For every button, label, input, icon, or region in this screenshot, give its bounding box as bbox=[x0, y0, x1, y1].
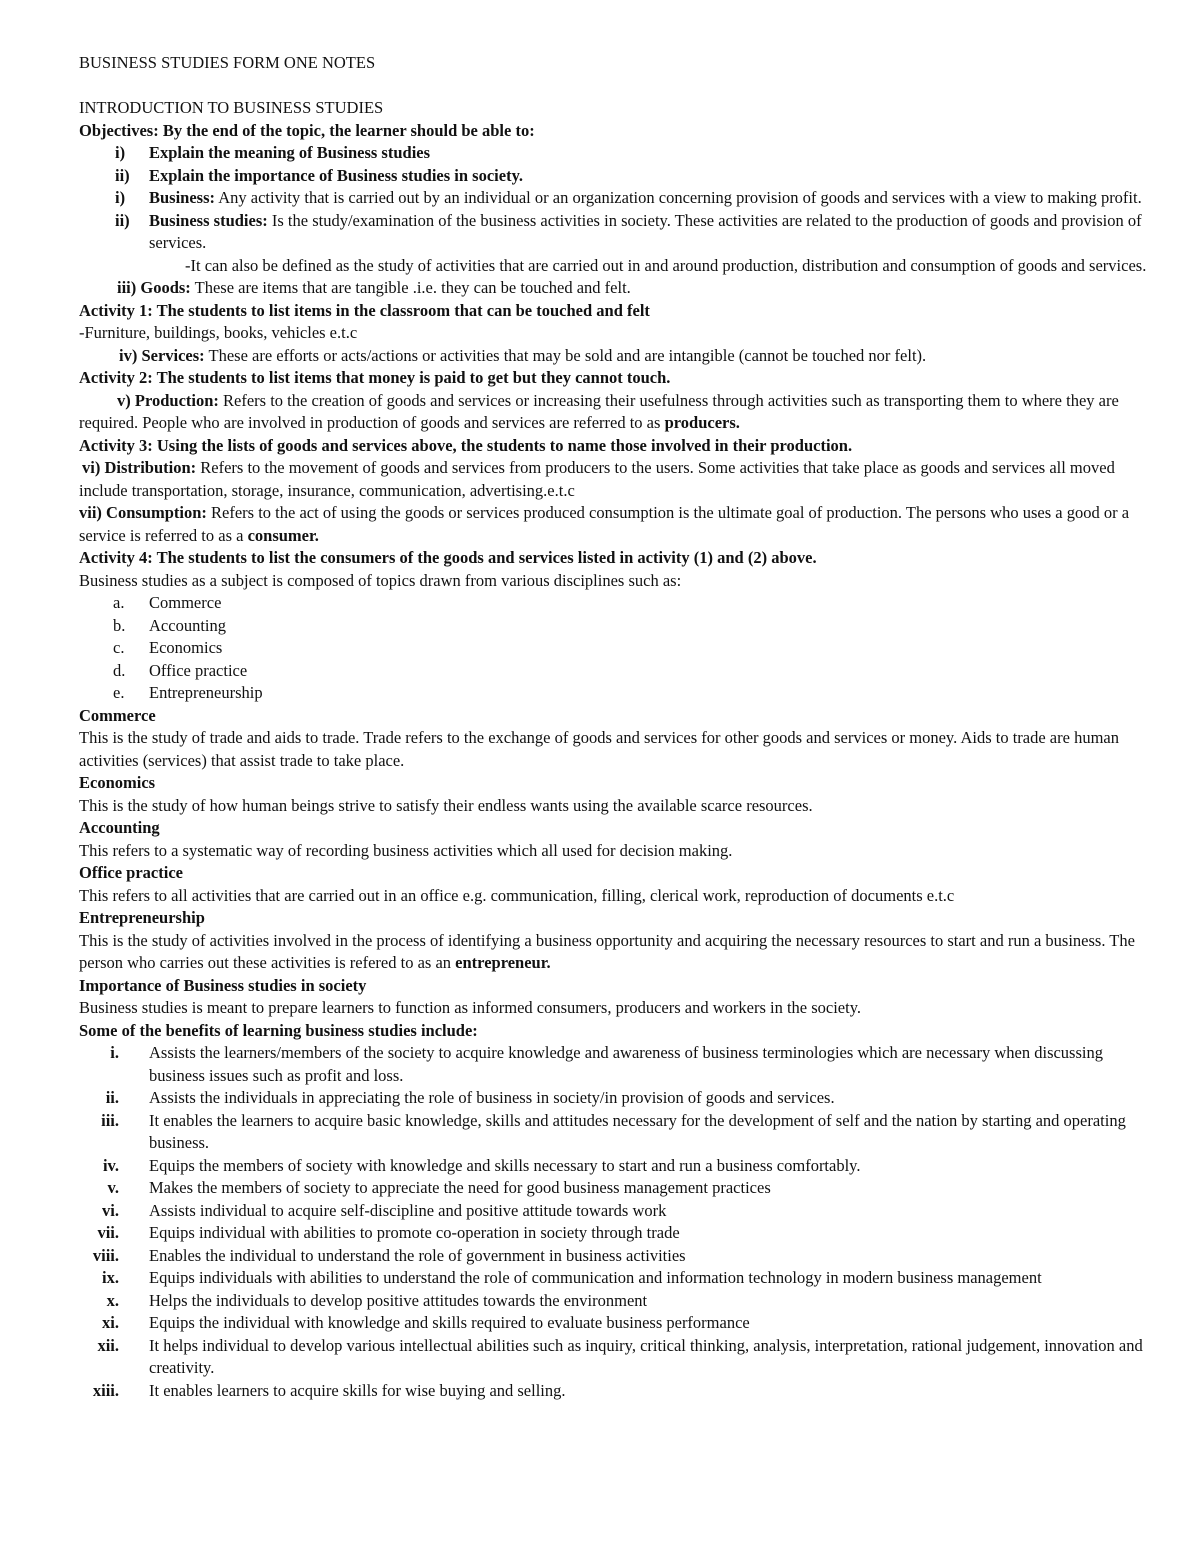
list-item: xi. Equips the individual with knowledge and skills required to evaluate business performance bbox=[102, 1313, 750, 1332]
activity-1-answer: -Furniture, buildings, books, vehicles e.t.c bbox=[79, 323, 358, 342]
list-item: x. Helps the individuals to develop positive attitudes towards the environment bbox=[106, 1290, 648, 1310]
section-text-importance: Business studies is meant to prepare learners to function as informed consumers, producers and workers in the society. bbox=[79, 998, 862, 1017]
section-heading-economics: Economics bbox=[79, 773, 156, 792]
section-heading-accounting: Accounting bbox=[79, 818, 160, 837]
objective-item bbox=[79, 165, 1148, 188]
list-item: i. Assists the learners/members of the society to acquire knowledge and awareness of business terminologies which are necessary when discussing business issues such as profit and loss. bbox=[110, 1043, 1103, 1085]
objectives-intro: Objectives: By the end of the topic, the learner should be able to: bbox=[79, 120, 535, 140]
definition-keyword: producers. bbox=[664, 413, 740, 432]
benefits-heading: Some of the benefits of learning business studies include: bbox=[79, 1020, 478, 1040]
section-heading-importance: Importance of Business studies in society bbox=[79, 975, 367, 995]
section-heading-office-practice: Office practice bbox=[79, 863, 183, 882]
definition-consumption bbox=[79, 502, 1148, 547]
list-item: vi. Assists individual to acquire self-discipline and positive attitude towards work bbox=[102, 1200, 667, 1220]
list-item: iv. Equips the members of society with knowledge and skills necessary to start and run a business comfortably. bbox=[102, 1155, 861, 1175]
activity-4: Activity 4: The students to list the consumers of the goods and services listed in activity (1) and (2) above. bbox=[79, 548, 817, 567]
document-title: BUSINESS STUDIES FORM ONE NOTES bbox=[79, 53, 376, 72]
list-item: ix. Equips individuals with abilities to understand the role of communication and information technology in modern business management bbox=[102, 1268, 1042, 1287]
definition-term: iii) Goods: bbox=[117, 278, 191, 297]
section-heading-entrepreneurship: Entrepreneurship bbox=[79, 908, 205, 927]
list-item: c. Economics bbox=[113, 638, 223, 657]
objective-marker: ii) bbox=[115, 165, 130, 185]
definition-term: Business studies: bbox=[149, 210, 268, 230]
definition-text: Any activity that is carried out by an individual or an organization concerning provision of goods and services with a view to making profit. bbox=[215, 188, 1142, 207]
section-text-accounting: This refers to a systematic way of recording business activities which all used for decision making. bbox=[79, 840, 733, 860]
objective-marker: i) bbox=[115, 143, 126, 162]
list-item: b. Accounting bbox=[113, 615, 226, 635]
section-text-office-practice: This refers to all activities that are carried out in an office e.g. communication, filling, clerical work, reproduction of documents e.t.c bbox=[79, 885, 955, 905]
definition-text: Is the study/examination of the business activities in society. These activities are related to the production of goods and provision of services. bbox=[149, 210, 1142, 252]
section-text-economics: This is the study of how human beings strive to satisfy their endless wants using the available scarce resources. bbox=[79, 795, 813, 815]
definition-services bbox=[79, 345, 1148, 368]
definition-production bbox=[79, 390, 1148, 435]
list-item: a. Commerce bbox=[113, 593, 222, 612]
list-item: d. Office practice bbox=[113, 660, 248, 680]
definition-term: iv) Services: bbox=[119, 345, 205, 365]
definition-goods bbox=[79, 277, 1148, 300]
definition-text: Refers to the movement of goods and services from producers to the users. Some activities that take place as goods and services all moved include transportation, storage, insurance, communication, advertising.e.t.c bbox=[79, 458, 1115, 500]
list-item: ii. Assists the individuals in appreciating the role of business in society/in provision of goods and services. bbox=[105, 1088, 835, 1107]
topic-heading: INTRODUCTION TO BUSINESS STUDIES bbox=[79, 98, 384, 117]
definition-text: Refers to the act of using the goods or services produced consumption is the ultimate goal of production. The persons who uses a good or a service is referred to as a bbox=[79, 503, 1130, 545]
disciplines-intro: Business studies as a subject is composed of topics drawn from various disciplines such as: bbox=[79, 570, 682, 590]
definition-term: Business: bbox=[149, 188, 216, 207]
definition-business bbox=[79, 187, 1148, 210]
objective-item bbox=[79, 142, 1148, 165]
list-item: xii. It helps individual to develop various intellectual abilities such as inquiry, critical thinking, analysis, interpretation, rational judgement, innovation and creativity. bbox=[97, 1335, 1143, 1377]
definition-text: These are efforts or acts/actions or activities that may be sold and are intangible (cannot be touched nor felt). bbox=[204, 345, 927, 365]
list-item: e. Entrepreneurship bbox=[113, 683, 263, 702]
activity-1: Activity 1: The students to list items in the classroom that can be touched and felt bbox=[79, 300, 650, 320]
list-item: v. Makes the members of society to appreciate the need for good business management practices bbox=[107, 1178, 771, 1197]
definition-text: These are items that are tangible .i.e. they can be touched and felt. bbox=[190, 278, 631, 297]
definition-term: v) Production: bbox=[117, 390, 219, 410]
list-item: xiii. It enables learners to acquire skills for wise buying and selling. bbox=[92, 1380, 566, 1400]
objective-text: Explain the meaning of Business studies bbox=[149, 143, 431, 162]
definition-term: vii) Consumption: bbox=[79, 503, 207, 522]
benefits-list bbox=[79, 1042, 1148, 1402]
definition-business-studies bbox=[79, 210, 1148, 255]
definition-marker: i) bbox=[115, 188, 126, 207]
list-item: vii. Equips individual with abilities to promote co-operation in society through trade bbox=[97, 1223, 680, 1242]
definition-keyword: consumer. bbox=[247, 525, 319, 545]
disciplines-list bbox=[79, 592, 1148, 705]
section-text-commerce: This is the study of trade and aids to trade. Trade refers to the exchange of goods and services for other goods and services or money. Aids to trade are human activities (services) that assist trade to take place. bbox=[79, 728, 1119, 770]
section-text-entrepreneurship: This is the study of activities involved in the process of identifying a business opportunity and acquiring the necessary resources to start and run a business. The person who carries out these activities is refered to as an entrepreneur. bbox=[79, 930, 1135, 972]
definition-alt-text: -It can also be defined as the study of activities that are carried out in and around production, distribution and consumption of goods and services. bbox=[185, 255, 1147, 275]
activity-3: Activity 3: Using the lists of goods and services above, the students to name those involved in their production. bbox=[79, 435, 853, 455]
list-item: iii. It enables the learners to acquire basic knowledge, skills and attitudes necessary for the development of self and the nation by starting and operating business. bbox=[101, 1110, 1126, 1152]
definition-marker: ii) bbox=[115, 210, 130, 230]
definition-distribution bbox=[79, 457, 1148, 502]
activity-2: Activity 2: The students to list items that money is paid to get but they cannot touch. bbox=[79, 368, 671, 387]
definition-keyword: entrepreneur. bbox=[455, 953, 551, 972]
objective-text: Explain the importance of Business studies in society. bbox=[149, 165, 524, 185]
definition-term: vi) Distribution: bbox=[82, 458, 197, 477]
section-heading-commerce: Commerce bbox=[79, 705, 156, 725]
definition-text: Refers to the creation of goods and services or increasing their usefulness through activities such as transporting them to where they are required. People who are involved in production of goods and services are referred to as bbox=[79, 390, 1119, 432]
list-item: viii. Enables the individual to understand the role of government in business activities bbox=[92, 1245, 686, 1265]
